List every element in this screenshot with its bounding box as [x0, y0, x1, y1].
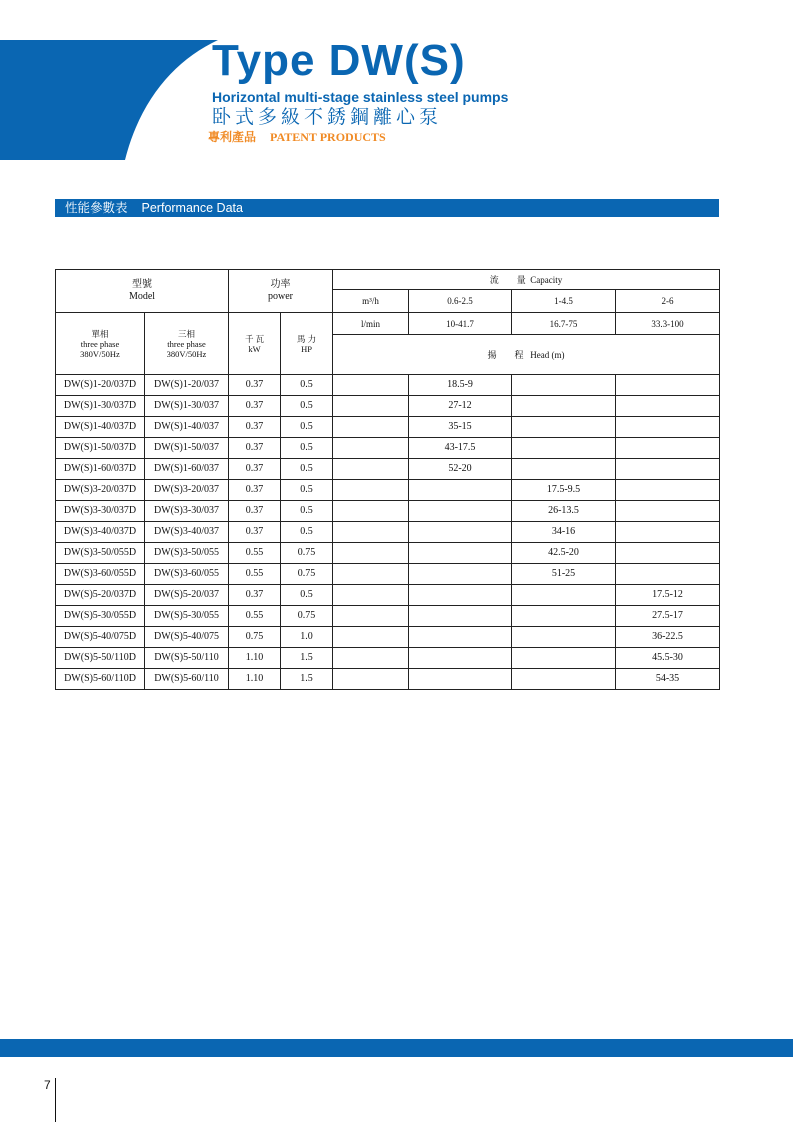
page-title: Type DW(S) — [212, 36, 466, 85]
cell-h3 — [616, 375, 720, 396]
footer-bar — [0, 1039, 793, 1057]
cell-hp: 0.5 — [281, 501, 333, 522]
cell-empty — [333, 522, 409, 543]
cell-hp: 0.5 — [281, 522, 333, 543]
cell-kw: 0.37 — [229, 417, 281, 438]
cell-empty — [333, 417, 409, 438]
cell-single: DW(S)1-40/037D — [56, 417, 145, 438]
table-row — [56, 480, 720, 501]
table-row — [56, 417, 720, 438]
range-m3h-1: 0.6-2.5 — [409, 290, 512, 313]
cell-hp: 0.75 — [281, 564, 333, 585]
cell-h3: 36-22.5 — [616, 627, 720, 648]
patent-label-cn: 專利產品 — [208, 130, 257, 144]
performance-table-body — [56, 375, 720, 690]
table-row — [56, 606, 720, 627]
performance-table — [55, 269, 720, 690]
cell-three: DW(S)3-40/037 — [145, 522, 229, 543]
cell-three: DW(S)1-60/037 — [145, 459, 229, 480]
single-phase-header: 單相 three phase 380V/50Hz — [56, 313, 145, 375]
table-row — [56, 648, 720, 669]
model-header: 型號 Model — [56, 270, 229, 313]
kw-header: 千 瓦 kW — [229, 313, 281, 375]
cell-h3: 54-35 — [616, 669, 720, 690]
range-lmin-1: 10-41.7 — [409, 313, 512, 335]
cell-kw: 0.75 — [229, 627, 281, 648]
table-row — [56, 669, 720, 690]
cell-single: DW(S)5-50/110D — [56, 648, 145, 669]
cell-h1: 35-15 — [409, 417, 512, 438]
cell-kw: 0.37 — [229, 480, 281, 501]
cell-h2: 17.5-9.5 — [512, 480, 616, 501]
table-row — [56, 564, 720, 585]
cell-h1 — [409, 669, 512, 690]
cell-single: DW(S)5-20/037D — [56, 585, 145, 606]
cell-h2 — [512, 627, 616, 648]
cell-single: DW(S)5-30/055D — [56, 606, 145, 627]
cell-three: DW(S)5-30/055 — [145, 606, 229, 627]
table-row — [56, 627, 720, 648]
cell-kw: 0.37 — [229, 501, 281, 522]
cell-empty — [333, 543, 409, 564]
cell-h2: 26-13.5 — [512, 501, 616, 522]
cell-empty — [333, 438, 409, 459]
cell-hp: 0.75 — [281, 543, 333, 564]
head-header: 揚 程 Head (m) — [333, 335, 720, 375]
cell-h2 — [512, 648, 616, 669]
cell-three: DW(S)3-50/055 — [145, 543, 229, 564]
unit-m3h: m³/h — [333, 290, 409, 313]
cell-hp: 1.5 — [281, 669, 333, 690]
cell-empty — [333, 375, 409, 396]
cell-single: DW(S)3-30/037D — [56, 501, 145, 522]
cell-empty — [333, 501, 409, 522]
cell-h1 — [409, 627, 512, 648]
cell-three: DW(S)3-30/037 — [145, 501, 229, 522]
cell-empty — [333, 585, 409, 606]
cell-kw: 0.37 — [229, 396, 281, 417]
cell-h3 — [616, 564, 720, 585]
cell-h2 — [512, 375, 616, 396]
three-phase-header: 三相 three phase 380V/50Hz — [145, 313, 229, 375]
cell-single: DW(S)3-20/037D — [56, 480, 145, 501]
cell-h3 — [616, 543, 720, 564]
cell-kw: 0.37 — [229, 585, 281, 606]
cell-h3 — [616, 417, 720, 438]
range-lmin-2: 16.7-75 — [512, 313, 616, 335]
cell-hp: 0.5 — [281, 438, 333, 459]
cell-h3 — [616, 459, 720, 480]
cell-h1 — [409, 501, 512, 522]
section-heading-bar — [55, 199, 719, 217]
cell-single: DW(S)3-50/055D — [56, 543, 145, 564]
cell-h3 — [616, 480, 720, 501]
cell-three: DW(S)5-60/110 — [145, 669, 229, 690]
cell-empty — [333, 627, 409, 648]
cell-empty — [333, 648, 409, 669]
page-number: 7 — [44, 1078, 51, 1092]
cell-empty — [333, 564, 409, 585]
table-row — [56, 396, 720, 417]
cell-single: DW(S)5-40/075D — [56, 627, 145, 648]
section-title-en: Performance Data — [141, 201, 243, 215]
cell-h2: 51-25 — [512, 564, 616, 585]
cell-h2 — [512, 585, 616, 606]
table-row — [56, 438, 720, 459]
cell-kw: 1.10 — [229, 669, 281, 690]
range-m3h-2: 1-4.5 — [512, 290, 616, 313]
cell-three: DW(S)5-40/075 — [145, 627, 229, 648]
cell-h1: 27-12 — [409, 396, 512, 417]
cell-hp: 0.5 — [281, 459, 333, 480]
cell-three: DW(S)1-20/037 — [145, 375, 229, 396]
cell-h1 — [409, 585, 512, 606]
unit-lmin: l/min — [333, 313, 409, 335]
page-number-rule — [55, 1078, 56, 1122]
cell-h1 — [409, 522, 512, 543]
cell-h1 — [409, 480, 512, 501]
cell-empty — [333, 396, 409, 417]
cell-empty — [333, 606, 409, 627]
cell-kw: 0.37 — [229, 459, 281, 480]
table-row — [56, 501, 720, 522]
cell-h2 — [512, 459, 616, 480]
cell-kw: 0.55 — [229, 543, 281, 564]
cell-single: DW(S)1-60/037D — [56, 459, 145, 480]
cell-h2: 34-16 — [512, 522, 616, 543]
cell-hp: 0.5 — [281, 417, 333, 438]
cell-hp: 0.75 — [281, 606, 333, 627]
cell-empty — [333, 459, 409, 480]
table-row — [56, 522, 720, 543]
cell-kw: 0.37 — [229, 522, 281, 543]
cell-h3 — [616, 501, 720, 522]
cell-h2 — [512, 606, 616, 627]
table-row — [56, 585, 720, 606]
cell-kw: 0.37 — [229, 375, 281, 396]
power-header: 功率 power — [229, 270, 333, 313]
table-row — [56, 375, 720, 396]
cell-single: DW(S)1-20/037D — [56, 375, 145, 396]
cell-kw: 1.10 — [229, 648, 281, 669]
table-row — [56, 543, 720, 564]
cell-empty — [333, 480, 409, 501]
cell-h2 — [512, 669, 616, 690]
cell-h2 — [512, 438, 616, 459]
cell-kw: 0.55 — [229, 606, 281, 627]
cell-three: DW(S)5-20/037 — [145, 585, 229, 606]
cell-empty — [333, 669, 409, 690]
cell-h1 — [409, 543, 512, 564]
subtitle-chinese: 卧式多級不銹鋼離心泵 — [212, 106, 443, 128]
patent-label-en: PATENT PRODUCTS — [270, 130, 386, 144]
cell-three: DW(S)1-30/037 — [145, 396, 229, 417]
cell-h2 — [512, 396, 616, 417]
cell-h1: 18.5-9 — [409, 375, 512, 396]
cell-single: DW(S)1-50/037D — [56, 438, 145, 459]
hp-header: 馬 力 HP — [281, 313, 333, 375]
cell-hp: 0.5 — [281, 375, 333, 396]
capacity-header: 流 量 Capacity — [333, 270, 720, 290]
patent-label — [208, 130, 400, 145]
cell-hp: 0.5 — [281, 585, 333, 606]
cell-h1 — [409, 606, 512, 627]
cell-hp: 1.5 — [281, 648, 333, 669]
range-m3h-3: 2-6 — [616, 290, 720, 313]
cell-kw: 0.37 — [229, 438, 281, 459]
cell-h1: 52-20 — [409, 459, 512, 480]
cell-three: DW(S)1-40/037 — [145, 417, 229, 438]
cell-h3: 27.5-17 — [616, 606, 720, 627]
cell-single: DW(S)5-60/110D — [56, 669, 145, 690]
subtitle-english: Horizontal multi-stage stainless steel pumps — [212, 89, 509, 105]
cell-single: DW(S)1-30/037D — [56, 396, 145, 417]
cell-h1 — [409, 564, 512, 585]
cell-h2 — [512, 417, 616, 438]
section-title-cn: 性能參數表 — [65, 201, 128, 215]
cell-h3 — [616, 522, 720, 543]
cell-h3: 45.5-30 — [616, 648, 720, 669]
cell-hp: 0.5 — [281, 396, 333, 417]
cell-h1 — [409, 648, 512, 669]
cell-hp: 0.5 — [281, 480, 333, 501]
cell-kw: 0.55 — [229, 564, 281, 585]
cell-three: DW(S)3-20/037 — [145, 480, 229, 501]
range-lmin-3: 33.3-100 — [616, 313, 720, 335]
cell-hp: 1.0 — [281, 627, 333, 648]
cell-h3: 17.5-12 — [616, 585, 720, 606]
cell-h3 — [616, 438, 720, 459]
cell-h1: 43-17.5 — [409, 438, 512, 459]
cell-three: DW(S)3-60/055 — [145, 564, 229, 585]
cell-single: DW(S)3-40/037D — [56, 522, 145, 543]
cell-h3 — [616, 396, 720, 417]
table-row — [56, 459, 720, 480]
cell-three: DW(S)1-50/037 — [145, 438, 229, 459]
cell-single: DW(S)3-60/055D — [56, 564, 145, 585]
cell-h2: 42.5-20 — [512, 543, 616, 564]
cell-three: DW(S)5-50/110 — [145, 648, 229, 669]
